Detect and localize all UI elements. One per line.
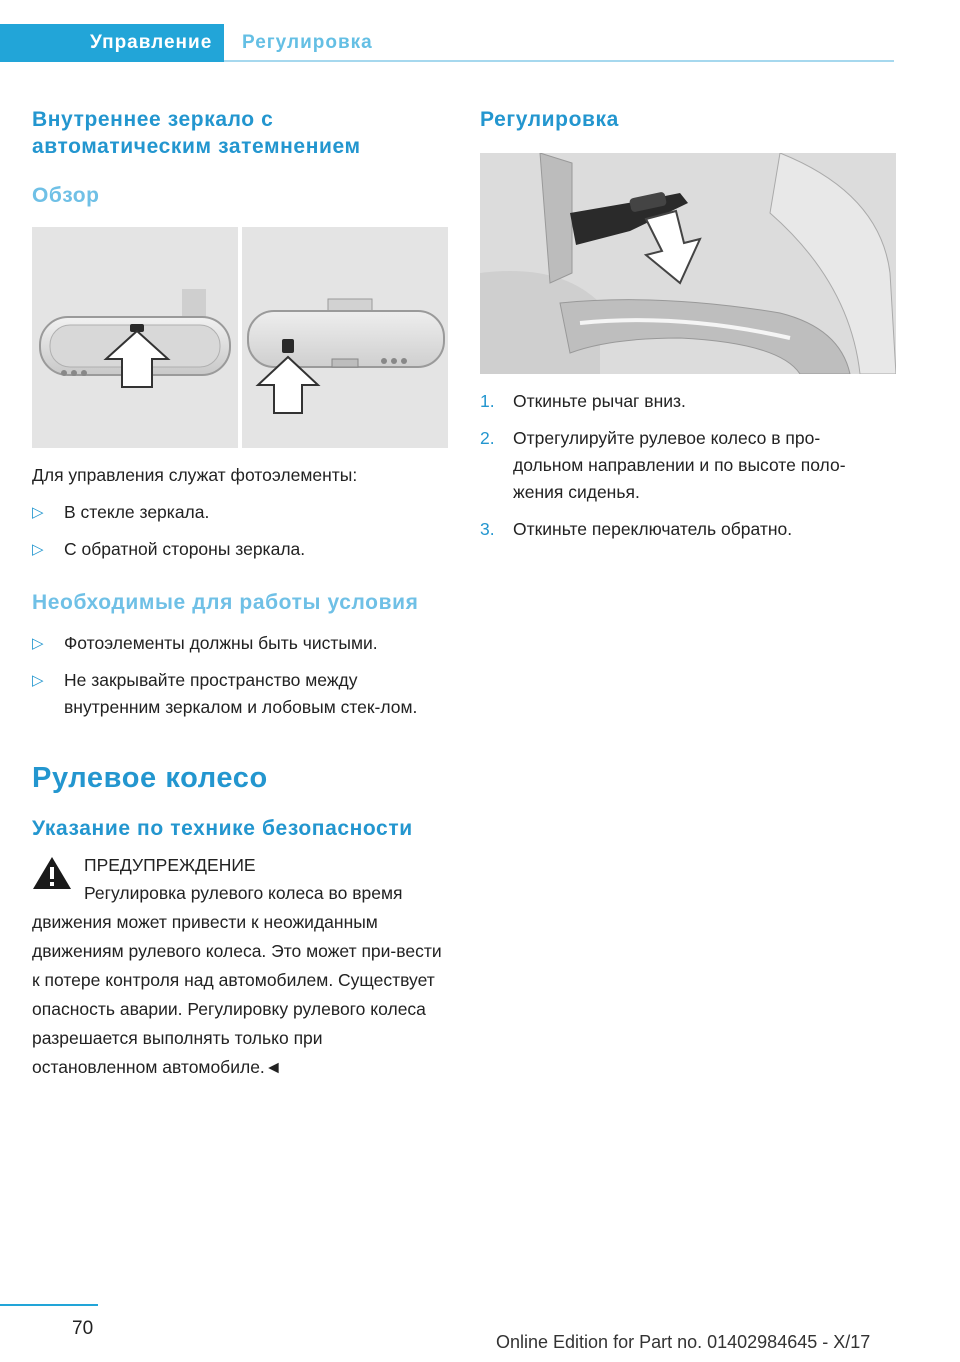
header-tabs [0, 24, 373, 62]
adjustment-title: Регулировка [480, 108, 619, 131]
safety-title: Указание по технике безопасности [32, 817, 413, 840]
steering-wheel-title: Рулевое колесо [32, 762, 268, 794]
bullet-triangle-icon: ▷ [32, 635, 44, 652]
tab-adjustment[interactable]: Регулировка [242, 32, 373, 53]
steering-lever-figure [480, 153, 896, 374]
left-column [32, 80, 450, 1082]
list-item: 1. Откиньте рычаг вниз. [480, 391, 686, 411]
page-number: 70 [72, 1318, 94, 1339]
adjustment-steps [480, 388, 896, 543]
mirror-section-title: Внутреннее зеркало с автоматическим затемнением [32, 108, 361, 158]
bullet-triangle-icon: ▷ [32, 672, 44, 689]
tab-controls[interactable]: Управление [0, 24, 224, 62]
footer-rule [0, 1304, 98, 1306]
header-rule [224, 60, 894, 62]
list-item: ▷ С обратной стороны зеркала. [32, 536, 450, 563]
conditions-list [32, 630, 450, 721]
bullet-triangle-icon: ▷ [32, 541, 44, 558]
overview-title: Обзор [32, 184, 100, 207]
right-column [480, 80, 896, 553]
bullet-triangle-icon: ▷ [32, 504, 44, 521]
warning-label: ПРЕДУПРЕЖДЕНИЕ [84, 855, 256, 875]
list-item: 2. Отрегулируйте рулевое колесо в про-дольном направлении и по высоте поло-жения сиденья. [480, 428, 846, 502]
list-item: ▷ Фотоэлементы должны быть чистыми. [32, 630, 450, 657]
conditions-title: Необходимые для работы условия [32, 591, 419, 614]
list-item: ▷ В стекле зеркала. [32, 499, 450, 526]
sensors-intro: Для управления служат фотоэлементы: [32, 465, 358, 485]
sensors-list [32, 499, 450, 563]
warning-block [32, 852, 448, 1082]
list-item: 3. Откиньте переключатель обратно. [480, 519, 793, 539]
mirror-figure [32, 227, 448, 448]
warning-text: Регулировка рулевого колеса во время движения может привести к неожиданным движениям рулевого колеса. Это может при-вести к потере контроля над автомобилем. Существует опасность аварии. Регулировку рулевого колеса разрешается выполнять только при остановленном автомобиле.◄ [32, 883, 442, 1077]
warning-triangle-icon [32, 856, 72, 890]
list-item: ▷ Не закрывайте пространство между внутренним зеркалом и лобовым стек-лом. [32, 667, 422, 721]
edition-label: Online Edition for Part no. 01402984645 - X/17 [496, 1332, 871, 1352]
